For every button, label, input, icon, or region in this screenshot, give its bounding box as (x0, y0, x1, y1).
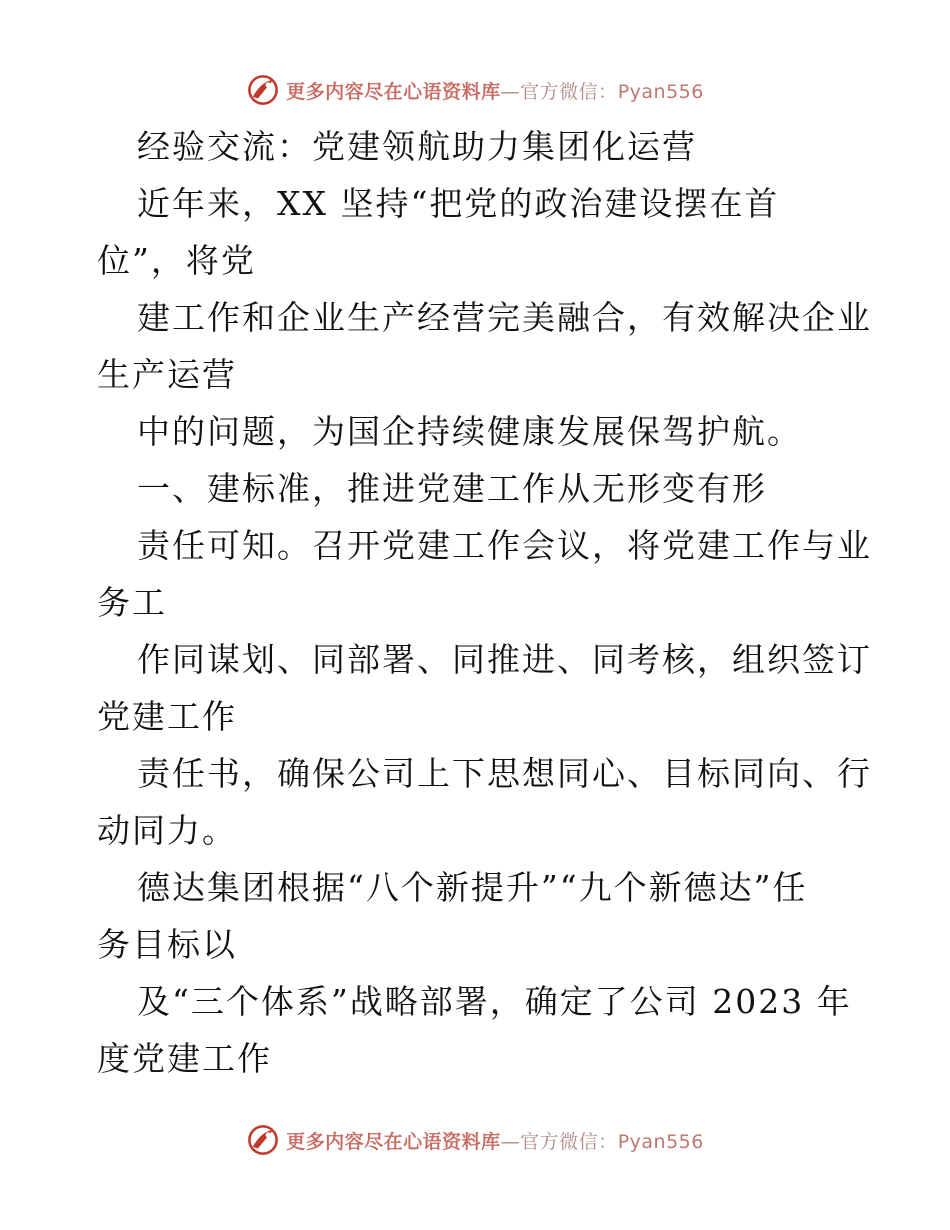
doc-line: 责任可知。召开党建工作会议，将党建工作与业 (137, 526, 872, 565)
footer-watermark (0, 1120, 950, 1160)
watermark-wechat-id: Pyan556 (617, 1130, 704, 1153)
doc-line: 动同力。 (97, 811, 237, 850)
watermark-wechat-id: Pyan556 (617, 80, 704, 103)
document-body (97, 118, 872, 1087)
watermark-separator: — (500, 80, 521, 103)
watermark-banner (246, 73, 704, 107)
watermark-logo-icon (246, 73, 280, 107)
doc-line: 位”，将党 (97, 241, 256, 280)
doc-line: 经验交流：党建领航助力集团化运营 (137, 127, 697, 166)
doc-line: 一、建标准，推进党建工作从无形变有形 (137, 469, 767, 508)
watermark-banner (246, 1123, 704, 1157)
doc-line: 务目标以 (97, 925, 237, 964)
doc-line: 作同谋划、同部署、同推进、同考核，组织签订 (137, 640, 872, 679)
watermark-text (286, 1127, 704, 1154)
watermark-suffix: 官方微信： (520, 80, 618, 103)
watermark-main: 更多内容尽在心语资料库 (286, 1130, 501, 1153)
watermark-suffix: 官方微信： (520, 1130, 618, 1153)
doc-line: 党建工作 (97, 697, 237, 736)
watermark-text (286, 77, 704, 104)
doc-line: 务工 (97, 583, 167, 622)
doc-line: 责任书，确保公司上下思想同心、目标同向、行 (137, 754, 872, 793)
doc-line: 生产运营 (97, 355, 237, 394)
watermark-main: 更多内容尽在心语资料库 (286, 80, 501, 103)
doc-line: 及“三个体系”战略部署，确定了公司 2023 年 (137, 982, 852, 1021)
doc-line: 近年来，XX 坚持“把党的政治建设摆在首 (137, 184, 780, 223)
header-watermark (0, 70, 950, 110)
doc-line: 中的问题，为国企持续健康发展保驾护航。 (137, 412, 802, 451)
doc-line: 度党建工作 (97, 1039, 272, 1078)
doc-line: 建工作和企业生产经营完美融合，有效解决企业 (137, 298, 872, 337)
watermark-separator: — (500, 1130, 521, 1153)
watermark-logo-icon (246, 1123, 280, 1157)
doc-line: 德达集团根据“八个新提升”“九个新德达”任 (137, 868, 808, 907)
